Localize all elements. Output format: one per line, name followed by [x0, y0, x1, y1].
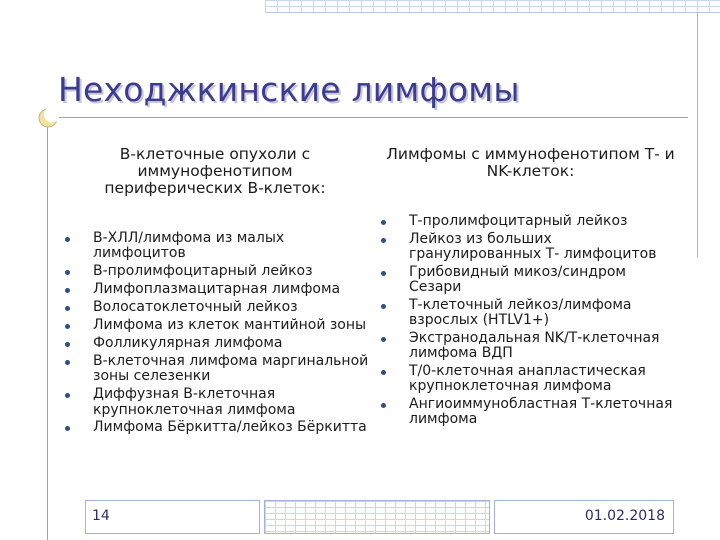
footer-date: 01.02.2018 [584, 508, 665, 524]
footer-grid-decoration [264, 500, 490, 534]
list-item: Т/0-клеточная анапластическая крупноклеточная лимфома [379, 364, 679, 395]
right-vertical-rule [697, 12, 698, 257]
slide-title: Неходжкинские лимфомы [58, 70, 520, 109]
list-item: Лимфома из клеток мантийной зоны [63, 318, 373, 333]
list-item: В-клеточная лимфома маргинальной зоны селезенки [63, 354, 373, 385]
list-item: Грибовидный микоз/синдром Сезари [379, 265, 679, 296]
title-underline [42, 117, 688, 118]
list-item: Т-клеточный лейкоз/лимфома взрослых (HTLV1+) [379, 298, 679, 329]
left-bullet-list [63, 231, 373, 438]
page-number: 14 [92, 508, 110, 524]
list-item: Лейкоз из больших гранулированных Т- лимфоцитов [379, 232, 679, 263]
list-item: Волосатоклеточный лейкоз [63, 300, 373, 315]
right-bullet-list [379, 214, 679, 430]
crescent-moon-icon [37, 107, 59, 129]
top-grid-decoration [265, 0, 720, 13]
footer-page-box [85, 500, 260, 534]
left-vertical-rule [47, 118, 48, 540]
right-column-heading: Лимфомы с иммунофенотипом Т- и NK-клеток: [386, 145, 675, 180]
list-item: Экстранодальная NK/Т-клеточная лимфома ВДП [379, 331, 679, 362]
list-item: В-ХЛЛ/лимфома из малых лимфоцитов [63, 231, 373, 262]
list-item: Т-пролимфоцитарный лейкоз [379, 214, 679, 229]
list-item: Ангиоиммунобластная Т-клеточная лимфома [379, 397, 679, 428]
list-item: Фолликулярная лимфома [63, 336, 373, 351]
left-column-heading: В-клеточные опухоли с иммунофенотипом периферических В-клеток: [104, 145, 326, 197]
footer-date-box [494, 500, 674, 534]
list-item: Диффузная В-клеточная крупноклеточная лимфома [63, 387, 373, 418]
list-item: Лимфома Бёркитта/лейкоз Бёркитта [63, 420, 373, 435]
list-item: В-пролимфоцитарный лейкоз [63, 264, 373, 279]
list-item: Лимфоплазмацитарная лимфома [63, 282, 373, 297]
